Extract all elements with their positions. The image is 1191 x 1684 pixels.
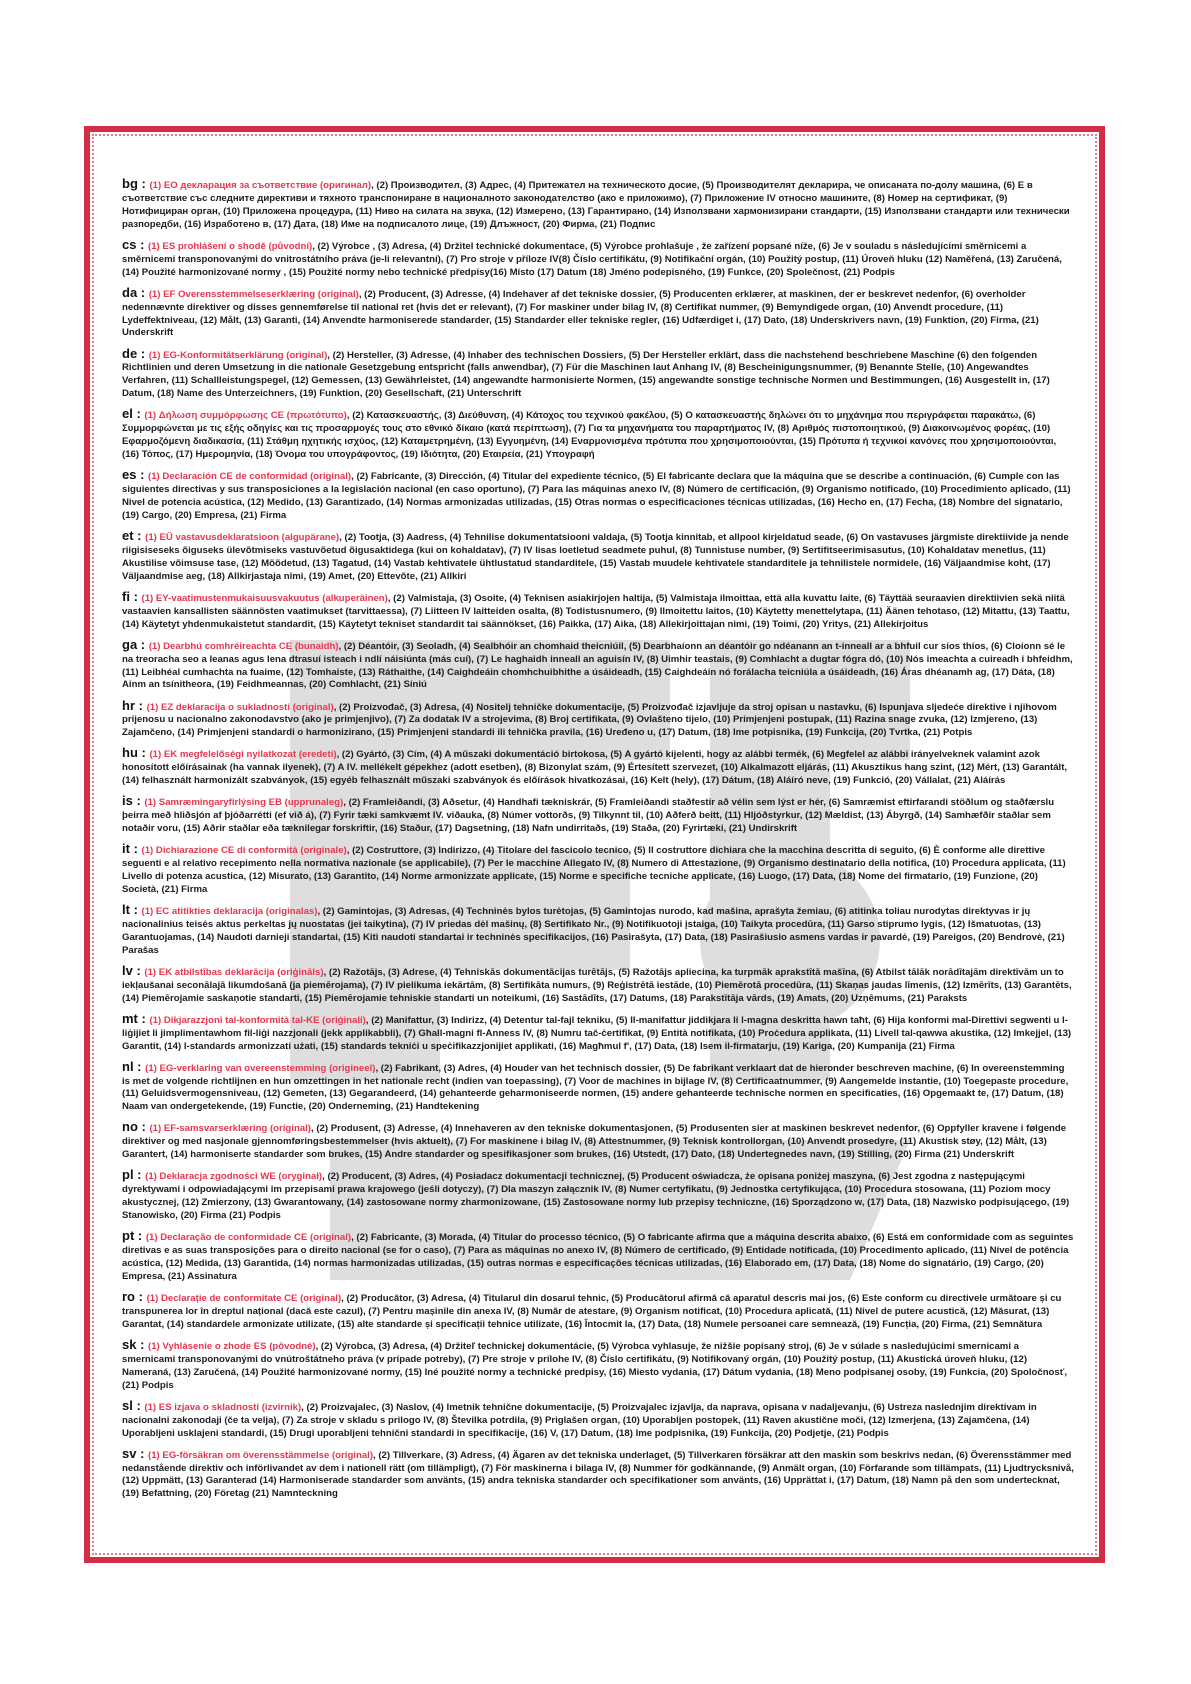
language-code: cs [122,236,137,252]
declaration-title: (1) EF Overensstemmelseserklæring (original) [148,288,359,300]
declaration-title: (1) Declaração de conformidade CE (original) [145,1232,352,1244]
declaration-title: (1) EÜ vastavusdeklaratsioon (algupärane) [145,531,340,543]
code-separator: : [133,1058,146,1074]
declaration-entry-sl [122,1397,1074,1441]
declaration-title: (1) EK megfelelőségi nyilatkozat (eredeti) [149,749,337,761]
code-separator: : [137,345,149,361]
declaration-body: , (2) Κατασκευαστής, (3) Διεύθυνση, (4) Κάτοχος του τεχνικού φακέλου, (5) Ο κατασκευαστής δηλώνει ότι το μηχάνημα που περιγράφεται παρακάτω, (6) Συμμορφώνεται με τις εξής οδηγίες και τις προσαρμογές τους στο εθνικό δίκαιο (κατά περίπτωση), (7) Για τα μηχανήματα του παραρτήματος IV, (8) Αριθμός πιστοποιητικού, (9) Διακοινωμένος φορέας, (10) Εφαρμοζόμενη διαδικασία, (11) Στάθμη ηχητικής ισχύος, (12) Καταμετρημένη, (13) Εγγυημένη, (14) Εναρμονισμένα πρότυπα που χρησιμοποιούνται, (15) Πρότυπα ή τεχνικοί κανόνες που χρησιμοποιούνται, (16) Τόπος, (17) Ημερομηνία, (18) Όνομα του υπογράφοντος, (19) Ιδιότητα, (20) Εταιρεία, (21) Υπογραφή [122,410,1057,461]
declaration-title: (1) EF-samsvarserklæring (original) [149,1123,311,1135]
declaration-body: , (2) Gamintojas, (3) Adresas, (4) Techninės bylos turėtojas, (5) Gamintojas nurodo, kad mašina, aprašyta žemiau, (6) atitinka toliau nurodytas direktyvas ir jų nacionalinius teisės aktus perkeltas jų nuostatas (jei taikytina), (7) IV priedas dėl mašinų, (8) Sertifikato Nr., (9) Notifikuotoji įstaiga, (10) Taikyta procedūra, (11) Garso stiprumo lygis, (12) Išmatuotas, (13) Garantuojamas, (14) Naudoti darnieji standartai, (15) Kiti naudoti standartai ir techninės specifikacijos, (16) Pasirašyta, (17) Data, (18) Pasirašiusio asmens vardas ir pavardė, (19) Pareigos, (20) Bendrovė, (21) Parašas [122,906,1065,956]
declaration-body: , (2) Déantóir, (3) Seoladh, (4) Sealbhóir an chomhaid theicniúil, (5) Dearbhaíonn an déantóir go ndéanann an t-inneall ar a bhfuil cur síos thíos, (6) Cloíonn sé le na treoracha seo a leanas agus lena dtrasuí isteach i ndlí náisiúnta (más cuí), (7) Le haghaidh inneall an aguisín IV, (8) Uimhir teastais, (9) Comhlacht a dugtar fógra dó, (10) Nós imeachta a cuireadh i bhfeidhm, (11) Leibhéal cumhachta na fuaime, (12) Tomhaiste, (13) Ráthaithe, (14) Caighdeáin chomhchuibhithe a úsáideadh, (15) Caighdeáin nó forálacha teicniúla a úsáideadh, (16) Áras dhéanamh ag, (17) Dáta, (18) Ainm an tsínitheora, (19) Feidhmeannas, (20) Comhlacht, (21) Síniú [122,640,1073,691]
declaration-body: , (2) Výrobca, (3) Adresa, (4) Držiteľ technickej dokumentácie, (5) Výrobca vyhlasuje, že nižšie popísaný stroj, (6) Je v súlade s nasledujúcimi smernicami a smernicami transponovanými do vnútroštátneho práva (v prípade potreby), (7) Pre stroje v prílohe IV, (8) Číslo certifikátu, (9) Notifikovaný orgán, (10) Použitý postup, (11) Akustická úroveň hluku, (12) Nameraná, (13) Zaručená, (14) Použité harmonizované normy, (15) Iné použité normy a technické predpisy, (16) Miesto vydania, (17) Dátum vydania, (18) Meno podpisanej osoby, (19) Funkcia, (20) Spoločnosť, (21) Podpis [122,1340,1068,1391]
declaration-body: , (2) Valmistaja, (3) Osoite, (4) Teknisen asiakirjojen haltija, (5) Valmistaja ilmoittaa, että alla kuvattu laite, (6) Täyttää seuraavien direktiivien sekä niitä vastaavien kansallisten säännösten vaatimukset (tarvittaessa), (7) Liitteen IV laitteiden osalta, (8) Todistusnumero, (9) Ilmoitettu laitos, (10) Käytetty menettelytapa, (11) Äänen tehotaso, (12) Mitattu, (13) Taattu, (14) Käytetyt yhdenmukaistetut standardit, (15) Käytetyt tekniset standardit tai säännökset, (16) Paikka, (17) Aika, (18) Allekirjoittajan nimi, (19) Toimi, (20) Yritys, (21) Allekirjoitus [122,592,1070,630]
language-code: no [122,1119,138,1135]
language-code: de [122,345,138,361]
declaration-title: (1) ES prohlášení o shodě (původní) [148,240,313,252]
declaration-title: (1) EG-Konformitätserklärung (original) [148,349,328,361]
declaration-title: (1) ЕО декларация за съответствие (оригинал) [149,180,372,191]
language-code: hr [122,697,135,713]
declaration-title: (1) Vyhlásenie o zhode ES (pôvodné) [148,1340,316,1352]
declaration-entry-pt [122,1230,1074,1284]
declaration-entry-no [122,1121,1074,1162]
code-separator: : [137,1119,150,1135]
language-code: pt [122,1228,135,1244]
declaration-entry-sk [122,1336,1074,1393]
language-code: bg [122,176,138,191]
declaration-body: , (2) Ražotājs, (3) Adrese, (4) Tehniskās dokumentācijas turētājs, (5) Ražotājs apliecina, ka turpmāk aprakstītā mašīna, (6) Atbilst tālāk norādītajām direktīvām un to iekļaušanai seconālajā likumdošanā (ja piemērojama), (7) IV pielikuma iekārtām, (8) Sertifikāta numurs, (9) Reģistrētā iestāde, (10) Piemērotā procedūra, (11) Skaņas jaudas līmenis, (12) Izmērīts, (13) Garantēts, (14) Piemērojamie saskaņotie standarti, (15) Piemērojamie tehniskie standarti un noteikumi, (16) Sastādīts, (17) Datums, (18) Parakstītāja vārds, (19) Amats, (20) Uzņēmums, (21) Paraksts [122,966,1072,1004]
declaration-title: (1) EY-vaatimustenmukaisuusvakuutus (alkuperäinen) [141,592,388,604]
declaration-body: , (2) Manifattur, (3) Indirizz, (4) Detentur tal-fajl tekniku, (5) Il-manifattur jiddikjara li l-magna deskritta hawn taħt, (6) Hija konformi mal-Direttivi segwenti u l-liġijiet li jimplimentawhom fil-liġi nazzjonali (jekk applikabbli), (7) Għall-magni fl-Anness IV, (8) Numru tač-ċertifikat, (9) Entità notifikata, (10) Proċedura applikata, (11) Livell tal-qawwa akustika, (12) Imkejjel, (13) Garantit, (14) l-standards armonizzati użati, (15) standards tekniċi u speċifikazzjonijiet applikati, (16) Magħmul f', (17) Data, (18) Isem il-firmatarju, (19) Kariga, (20) Kumpanija (21) Firma [122,1014,1072,1052]
language-code: lv [122,962,133,978]
declaration-title: (1) Declarație de conformitate CE (original) [146,1293,342,1304]
language-code: ga [122,636,138,652]
language-code: hu [122,745,138,761]
declaration-list [122,178,1074,1508]
language-code: is [122,793,133,809]
declaration-entry-es [122,469,1074,523]
code-separator: : [132,1397,145,1413]
code-separator: : [137,1010,150,1026]
code-separator: : [129,588,142,604]
code-separator: : [133,527,146,543]
code-separator: : [137,636,149,652]
language-code: sl [122,1397,133,1413]
declaration-title: (1) ES izjava o skladnosti (izvirnik) [144,1401,302,1413]
declaration-title: (1) EG-verklaring van overeenstemming (origineel) [145,1062,376,1074]
code-separator: : [132,406,145,422]
declaration-body: , (2) Tootja, (3) Aadress, (4) Tehnilise dokumentatsiooni valdaja, (5) Tootja kinnitab, et allpool kirjeldatud seade, (6) On vastavuses järgmiste direktiivide ja nende riigisiseseks õiguseks ülevõtmiseks vastuvõetud õigusaktidega (kui on kohaldatav), (7) IV lisas loetletud seadmete puhul, (8) Tunnistuse number, (9) Sertifitseerimisasutus, (10) Kohaldatav menetlus, (11) Akustilise võimsuse tase, (12) Mõõdetud, (13) Tagatud, (14) Vastab kehtivatele ühtlustatud standarditele, (15) Vastab muudele kehtivatele standarditele ja tehnilistele normidele, (16) Väljaandmise koht, (17) Väljaandmise aeg, (18) Allkirjastaja nimi, (19) Amet, (20) Ettevõte, (21) Allkiri [122,531,1069,582]
declaration-entry-bg [122,178,1074,232]
declaration-entry-hr [122,697,1074,741]
declaration-entry-ro [122,1291,1074,1332]
declaration-body: , (2) Costruttore, (3) Indirizzo, (4) Titolare del fascicolo tecnico, (5) Il costruttore dichiara che la macchina descritta di seguito, (6) È conforme alle direttive seguenti e al relativo recepimento nella normativa nazionale (se applicabile), (7) Per le macchine Allegato IV, (8) Numero di Attestazione, (9) Organismo destinatario della notifica, (10) Procedura applicata, (11) Livello di potenza acustica, (12) Misurato, (13) Garantito, (14) Norme armonizzate applicate, (15) Norme e specifiche tecniche applicate, (16) Luogo, (17) Data, (18) Nome del firmatario, (19) Funzione, (20) Società, (21) Firma [122,845,1066,895]
declaration-body: , (2) Gyártó, (3) Cím, (4) A műszaki dokumentáció birtokosa, (5) A gyártó kijelenti, hogy az alábbi termék, (6) Megfelel az alábbi irányelveknek valamint azok honosított előírásainak (ha vannak ilyenek), (7) A IV. mellékelt gépekhez (adott esetben), (8) Bizonylat szám, (9) Értesített szervezet, (10) Alkalmazott eljárás, (11) Akusztikus hang szint, (12) Mért, (13) Garantált, (14) felhasznált harmonizált szabványok, (15) egyéb felhasznált műszaki szabványok és előírások hivatkozásai, (16) Kelt (hely), (17) Dátum, (18) Aláíró neve, (19) Funkció, (20) Vállalat, (21) Aláírás [122,749,1068,787]
code-separator: : [136,467,149,483]
language-code: ro [122,1289,135,1304]
declaration-entry-el [122,408,1074,462]
declaration-entry-fi [122,588,1074,632]
declaration-entry-hu [122,747,1074,788]
code-separator: : [132,962,145,978]
declaration-title: (1) EK atbilstības deklarācija (oriģināls) [144,966,324,978]
declaration-title: (1) Samræmingaryfirlýsing EB (upprunaleg) [144,797,344,809]
declaration-title: (1) Δήλωση συμμόρφωσης CE (πρωτότυπο) [144,410,347,422]
declaration-title: (1) EC atitikties deklaracija (originalas) [141,906,318,918]
declaration-title: (1) Dikjarazzjoni tal-konformità tal-KE (oriġinali) [149,1014,366,1026]
declaration-entry-de [122,345,1074,402]
declaration-entry-pl [122,1169,1074,1223]
code-separator: : [136,236,149,252]
declaration-body: , (2) Framleiðandi, (3) Aðsetur, (4) Handhafi tækniskrár, (5) Framleiðandi staðfestir að vélin sem lýst er hér, (6) Samræmist eftirfarandi stöðlum og staðfærslu þeirra með hliðsjón af þjóðarrétti (ef við á), (7) Fyrir tæki samkvæmt IV. viðauka, (8) Númer vottorðs, (9) Tilkynnt til, (10) Aðferð beitt, (11) Hljóðstyrkur, (12) Mældist, (13) Ábyrgð, (14) Samhæfðir staðlar sem notaðir voru, (15) Aðrir staðlar eða tæknilegar forskriftir, (16) Staður, (17) Dagsetning, (18) Nafn undirritaðs, (19) Staða, (20) Fyrirtæki, (21) Undirskrift [122,797,1055,835]
declaration-body: , (2) Tillverkare, (3) Adress, (4) Ägaren av det tekniska underlaget, (5) Tillverkaren försäkrar att den maskin som beskrivs nedan, (6) Överensstämmer med nedanstående direktiv och införlivandet av dem i nationell rätt (om tillämpligt), (7) För maskinerna i bilaga IV, (8) Nummer för godkännande, (9) Anmält organ, (10) Förfarande som tillämpats, (11) Ljudtrycksnivå, (12) Uppmätt, (13) Garanterad (14) Harmoniserade standarder som använts, (15) andra tekniska standarder och specifikationer som använts, (16) Upprättat i, (17) Datum, (18) Namn på den som undertecknat, (19) Befattning, (20) Företag (21) Namnteckning [122,1449,1074,1500]
code-separator: : [132,793,145,809]
declaration-body: , (2) Výrobce , (3) Adresa, (4) Držitel technické dokumentace, (5) Výrobce prohlašuje , že zařízení popsané níže, (6) Je v souladu s následujícími směrnicemi a směrnicemi transponovanými do vnitrostátního práva (je-li relevantní), (7) Pro stroje v příloze IV(8) Číslo certifikátu, (9) Notifikační orgán, (10) Použitý postup, (11) Úroveň hluku (12) Naměřená, (13) Zaručená, (14) Použité harmonizované normy , (15) Použité normy nebo technické předpisy(16) Místo (17) Datum (18) Jméno podepisného, (19) Funkce, (20) Společnost, (21) Podpis [122,240,1062,278]
declaration-title: (1) Declaración CE de conformidad (original) [148,471,352,483]
declaration-body: , (2) Proizvajalec, (3) Naslov, (4) Imetnik tehnične dokumentacije, (5) Proizvajalec izjavlja, da naprava, opisana v nadaljevanju, (6) Ustreza naslednjim direktivam in nacionalni zakonodaji (če ta velja), (7) Za stroje v skladu s prilogo IV, (8) Številka potrdila, (9) Priglašen organ, (10) Uporabljen postopek, (11) Raven akustične moči, (12) Izmerjena, (13) Zajamčena, (14) Uporabljeni usklajeni standardi, (15) Drugi uporabljeni tehnični standardi in specifikacije, (16) V, (17) Datum, (18) Ime podpisnika, (19) Funkcija, (20) Podjetje, (21) Podpis [122,1401,1037,1439]
language-code: nl [122,1058,134,1074]
code-separator: : [137,176,150,191]
declaration-entry-nl [122,1058,1074,1115]
declaration-body: , (2) Производител, (3) Адрес, (4) Притежател на техническото досие, (5) Производителят декларира, че описаната по-долу машина, (6) Е в съответствие със следните директиви и тяхното транспониране в националното законодателство (ако е приложимо), (7) Приложение IV относно машините, (8) Номер на сертификат, (9) Нотифициран орган, (10) Приложена процедура, (11) Ниво на силата на звука, (12) Измерено, (13) Гарантирано, (14) Използвани хармонизирани стандарти, (15) Използвани стандарти или технически разпоредби, (16) Изработено в, (17) Дата, (18) Име на подписалото лице, (19) Длъжност, (20) Фирма, (21) Подпис [122,180,1070,230]
declaration-body: , (2) Proizvođač, (3) Adresa, (4) Nositelj tehničke dokumentacije, (5) Proizvođač izjavljuje da stroj opisan u nastavku, (6) Ispunjava sljedeće direktive i njihovom prijenosu u nacionalno zakonodavstvo (ako je primjenjivo), (7) Za dodatak IV a strojevima, (8) Broj certifikata, (9) Ovlašteno tijelo, (10) Primjenjeni postupak, (11) Razina snage zvuka, (12) Izmjereno, (13) Zajamčeno, (14) Primjenjeni standardi o harmonizirano, (15) Primjenjeni standardi ili tehnička pravila, (16) Uređeno u, (17) Datum, (18) Ime potpisnika, (19) Funkcija, (20) Tvrtka, (21) Potpis [122,701,1057,739]
declaration-body: , (2) Producent, (3) Adres, (4) Posiadacz dokumentacji technicznej, (5) Producent oświadcza, że opisana poniżej maszyna, (6) Jest zgodna z następującymi dyrektywami i odpowiadającymi im przepisami prawa krajowego (jeśli dotyczy), (7) Dla maszyn załącznik IV, (8) Numer certyfikatu, (9) Jednostka certyfikująca, (10) Procedura stosowana, (11) Poziom mocy akustycznej, (12) Zmierzony, (13) Gwarantowany, (14) zastosowane normy zharmonizowane, (15) Zastosowane normy lub przepisy techniczne, (16) Sporządzono w, (17) Data, (18) Nazwisko podpisującego, (19) Stanowisko, (20) Firma (21) Podpis [122,1171,1070,1222]
declaration-body: , (2) Hersteller, (3) Adresse, (4) Inhaber des technischen Dossiers, (5) Der Hersteller erklärt, dass die nachstehend beschriebene Maschine (6) den folgenden Richtlinien und deren Umsetzung in die nationale Gesetzgebung entspricht (falls anwendbar), (7) Für die Maschinen laut Anhang IV, (8) Bescheinigungsnummer, (9) Benannte Stelle, (10) Angewandtes Verfahren, (11) Schallleistungspegel, (12) Gemessen, (13) Gewährleistet, (14) angewandte harmonisierte Normen, (15) angewandte sonstige technische Normen und Bestimmungen, (16) Ausgestellt in, (17) Datum, (18) Name des Unterzeichners, (19) Funktion, (20) Gesellschaft, (21) Unterschrift [122,349,1050,400]
declaration-entry-cs [122,236,1074,280]
declaration-entry-is [122,795,1074,836]
declaration-entry-lt [122,904,1074,958]
code-separator: : [135,697,147,713]
declaration-body: , (2) Fabricante, (3) Dirección, (4) Titular del expediente técnico, (5) El fabricante declara que la máquina que se describe a continuación, (6) Cumple con las siguientes directivas y sus transposiciones a la legislación nacional (en caso oportuno), (7) Para las máquinas anexo IV, (8) Número de certificación, (9) Organismo notificado, (10) Procedimiento aplicado, (11) Nivel de potencia acústica, (12) Medido, (13) Garantizado, (14) Normas armonizadas utilizadas, (15) Otras normas o especificaciones técnicas utilizadas, (16) Hecho en, (17) Fecha, (18) Nombre del signatario, (19) Cargo, (20) Empresa, (21) Firma [122,471,1071,521]
language-code: pl [122,1167,134,1183]
code-separator: : [136,1336,149,1352]
declaration-body: , (2) Produsent, (3) Adresse, (4) Innehaveren av den tekniske dokumentasjonen, (5) Produsenten sier at maskinen beskrevet nedenfor, (6) Oppfyller kravene i følgende direktiver og med nasjonale gjennomføringsbestemmelser (hvis aktuelt), (7) For maskinene i bilag IV, (8) Attestnummer, (9) Teknisk kontrollorgan, (10) Anvendt prosedyre, (11) Akustisk støy, (12) Målt, (13) Garantert, (14) harmoniserte standarder som brukes, (15) Andre standarder og spesifikasjoner som brukes, (16) Utstedt, (17) Dato, (18) Undertegnedes navn, (19) Stilling, (20) Firma (21) Underskrift [122,1123,1067,1161]
declaration-title: (1) Dearbhú comhréireachta CE (bunaidh) [148,640,339,652]
language-code: lt [122,902,130,918]
declaration-title: (1) EG-försäkran om överensstämmelse (original) [148,1449,374,1461]
declaration-entry-ga [122,636,1074,693]
language-code: fi [122,588,130,604]
code-separator: : [137,745,150,761]
language-code: sk [122,1336,137,1352]
language-code: da [122,284,138,300]
code-separator: : [129,841,142,857]
code-separator: : [129,902,142,918]
language-code: it [122,841,130,857]
language-code: sv [122,1445,137,1461]
declaration-entry-lv [122,962,1074,1006]
declaration-title: (1) EZ deklaracija o sukladnosti (original) [146,701,334,713]
code-separator: : [136,1445,149,1461]
declaration-title: (1) Dichiarazione CE di conformità (originale) [141,845,347,857]
code-separator: : [137,284,149,300]
declaration-body: , (2) Producător, (3) Adresa, (4) Titularul din dosarul tehnic, (5) Producătorul afirmă că aparatul descris mai jos, (6) Este conform cu directivele următoare și cu transpunerea lor în dreptul național (dacă este cazul), (7) Pentru mașinile din anexa IV, (8) Număr de atestare, (9) Organism notificat, (10) Procedura aplicată, (11) Nivel de putere acustică, (12) Măsurat, (13) Garantat, (14) standardele armonizate utilizate, (15) alte standarde și specificații tehnice utilizate, (16) Întocmit la, (17) Data, (18) Numele persoanei care semnează, (19) Funcția, (20) Firma, (21) Semnătura [122,1293,1062,1330]
code-separator: : [133,1167,146,1183]
code-separator: : [134,1228,146,1244]
declaration-title: (1) Deklaracja zgodności WE (oryginał) [145,1171,323,1183]
language-code: el [122,406,133,422]
declaration-body: , (2) Fabrikant, (3) Adres, (4) Houder van het technisch dossier, (5) De fabrikant verklaart dat de hieronder beschreven machine, (6) In overeenstemming is met de volgende richtlijnen en hun omzettingen in het nationale recht (indien van toepassing), (7) Voor de machines in bijlage IV, (8) Certificaatnummer, (9) Aangemelde instantie, (10) Toegepaste procedure, (11) Geluidsvermogensniveau, (12) Gemeten, (13) Gegarandeerd, (14) gehanteerde geharmoniseerde normen, (15) andere gehanteerde technische normen en specificaties, (16) Opgemaakt te, (17) Datum, (18) Naam van ondergetekende, (19) Functie, (20) Onderneming, (21) Handtekening [122,1062,1069,1113]
declaration-entry-sv [122,1445,1074,1502]
declaration-entry-mt [122,1010,1074,1054]
language-code: mt [122,1010,138,1026]
language-code: es [122,467,137,483]
declaration-entry-it [122,843,1074,897]
declaration-body: , (2) Producent, (3) Adresse, (4) Indehaver af det tekniske dossier, (5) Producenten erklærer, at maskinen, der er beskrevet nedenfor, (6) overholder nedennævnte direktiver og disses gennemførelse til national ret (hvis det er relevant), (7) For maskiner under bilag IV, (8) Certifikat nummer, (9) Bemyndigede organ, (10) Anvendt procedure, (11) Lydeffektniveau, (12) Målt, (13) Garanti, (14) Anvendte harmoniserede standarder, (15) Standarder eller tekniske regler, (16) Udfærdiget i, (17) Dato, (18) Underskrivers navn, (19) Funktion, (20) Firma, (21) Underskrift [122,288,1039,339]
code-separator: : [135,1289,147,1304]
declaration-entry-et [122,527,1074,584]
language-code: et [122,527,134,543]
declaration-body: , (2) Fabricante, (3) Morada, (4) Titular do processo técnico, (5) O fabricante afirma que a máquina descrita abaixo, (6) Está em conformidade com as seguintes diretivas e as suas transposições para o direito nacional (se for o caso), (7) Para as máquinas no anexo IV, (8) Número de certificado, (9) Entidade notificada, (10) Procedimento aplicado, (11) Nível de potência acústica, (12) Medida, (13) Garantida, (14) normas harmonizadas utilizadas, (15) outras normas e especificações técnicas utilizadas, (16) Elaborado em, (17) Data, (18) Nome do signatário, (19) Cargo, (20) Empresa, (21) Assinatura [122,1232,1074,1282]
declaration-entry-da [122,284,1074,341]
